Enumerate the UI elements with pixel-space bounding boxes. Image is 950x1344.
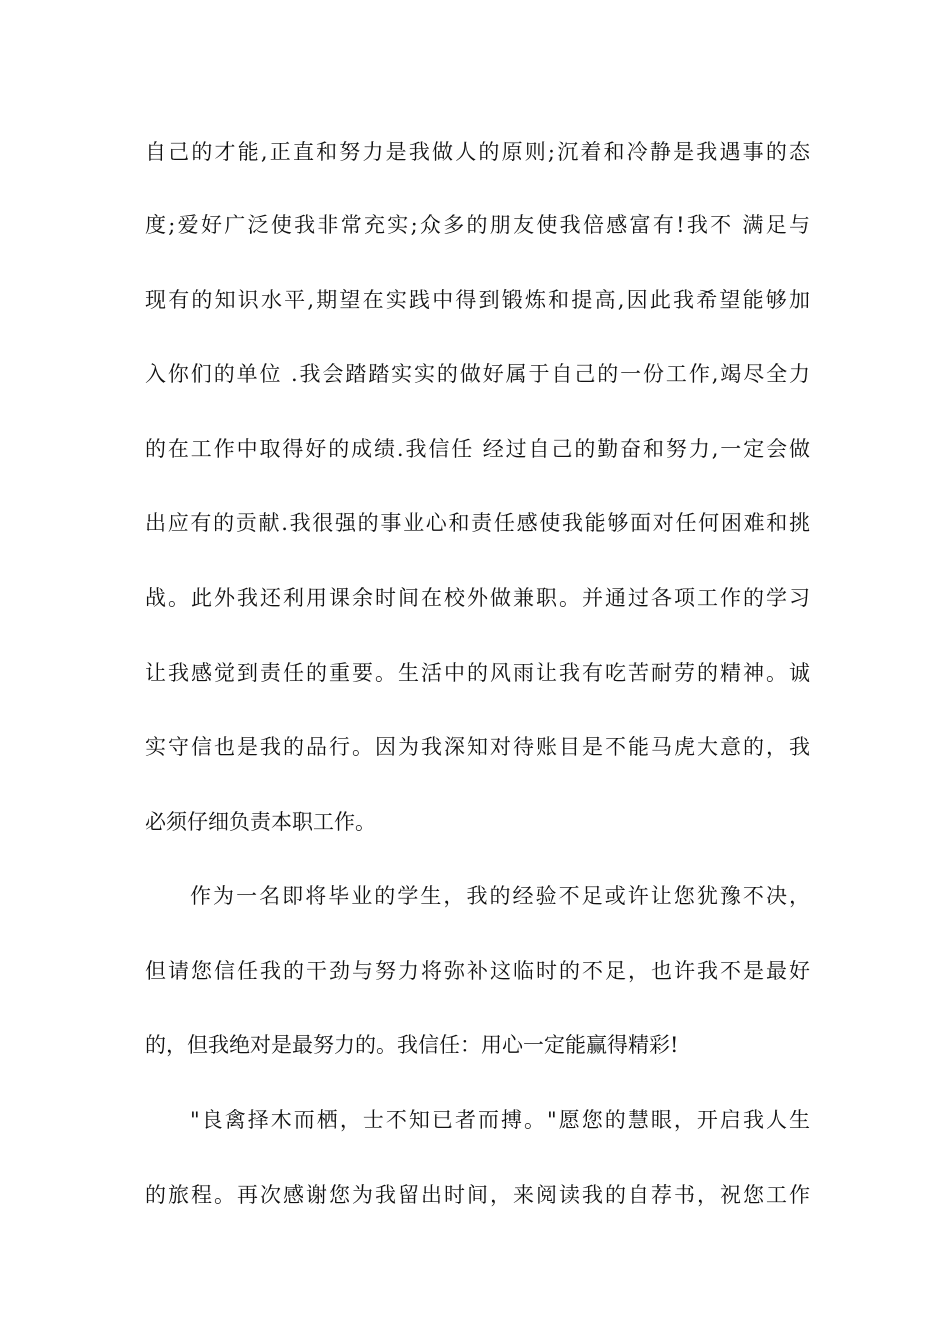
text-line: 但请您信任我的干劲与努力将弥补这临时的不足，也许我不是最好 xyxy=(145,959,810,983)
text-line: 度;爱好广泛使我非常充实;众多的朋友使我倍感富有!我不 满足与 xyxy=(145,213,810,237)
text-line: 实守信也是我的品行。因为我深知对待账目是不能马虎大意的，我 xyxy=(145,735,810,759)
text-line: 让我感觉到责任的重要。生活中的风雨让我有吃苦耐劳的精神。诚 xyxy=(145,661,810,685)
text-line: 战。此外我还利用课余时间在校外做兼职。并通过各项工作的学习 xyxy=(145,586,810,610)
paragraph-first-line: "良禽择木而栖，士不知已者而搏。"愿您的慧眼，开启我人生 xyxy=(190,1108,810,1132)
text-line: 自己的才能,正直和努力是我做人的原则;沉着和冷静是我遇事的态 xyxy=(145,140,810,164)
text-line: 现有的知识水平,期望在实践中得到锻炼和提高,因此我希望能够加 xyxy=(145,288,810,312)
paragraph-first-line: 作为一名即将毕业的学生，我的经验不足或许让您犹豫不决， xyxy=(190,884,810,908)
text-line: 出应有的贡献.我很强的事业心和责任感使我能够面对任何困难和挑 xyxy=(145,511,810,535)
text-line: 必须仔细负责本职工作。 xyxy=(145,810,376,834)
text-line: 入你们的单位 .我会踏踏实实的做好属于自己的一份工作,竭尽全力 xyxy=(145,362,810,386)
text-line: 的旅程。再次感谢您为我留出时间，来阅读我的自荐书，祝您工作 xyxy=(145,1183,810,1207)
text-line: 的，但我绝对是最努力的。我信任：用心一定能赢得精彩! xyxy=(145,1033,679,1057)
text-line: 的在工作中取得好的成绩.我信任 经过自己的勤奋和努力,一定会做 xyxy=(145,437,810,461)
